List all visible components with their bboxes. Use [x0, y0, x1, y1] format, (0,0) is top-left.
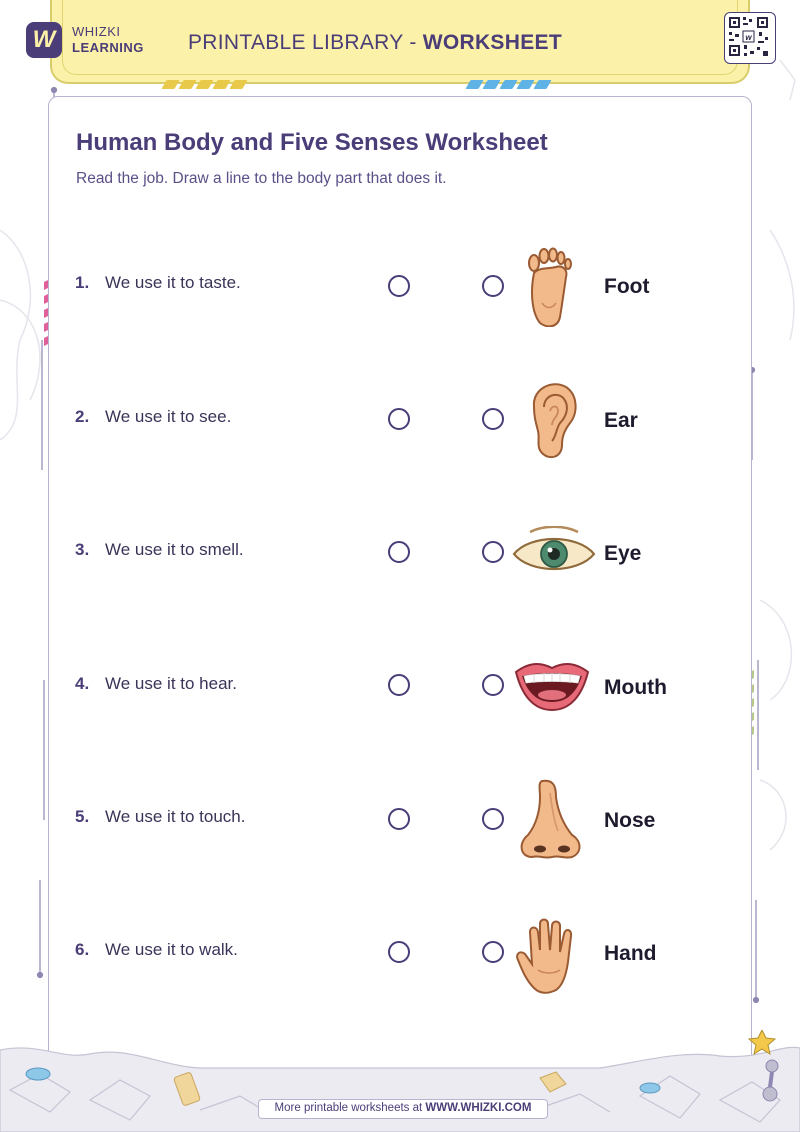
stripe — [516, 80, 534, 89]
left-match-dot[interactable] — [388, 674, 410, 696]
row-number: 5. — [75, 807, 90, 826]
matching-row-6 — [0, 940, 800, 1030]
right-match-dot[interactable] — [482, 408, 504, 430]
right-match-dot[interactable] — [482, 674, 504, 696]
eye-icon — [512, 526, 596, 576]
job-text: We use it to taste. — [105, 273, 241, 292]
qr-code-graphic — [725, 13, 772, 60]
job-text: We use it to see. — [105, 407, 232, 426]
row-number: 4. — [75, 674, 90, 693]
stripe — [533, 80, 551, 89]
part-label: Mouth — [604, 676, 667, 699]
row-number: 3. — [75, 540, 90, 559]
part-label: Ear — [604, 409, 638, 432]
job-text: We use it to hear. — [105, 674, 237, 693]
footer-site[interactable]: WWW.WHIZKI.COM — [425, 1102, 532, 1114]
job-text: We use it to smell. — [105, 540, 244, 559]
whizki-logo-icon: W — [26, 22, 62, 58]
stripe — [161, 80, 179, 89]
foot-icon — [512, 243, 582, 327]
right-match-dot[interactable] — [482, 941, 504, 963]
left-match-dot[interactable] — [388, 541, 410, 563]
stripe — [465, 80, 483, 89]
brand-top: WHIZKI — [72, 24, 121, 39]
row-number: 2. — [75, 407, 90, 426]
left-match-dot[interactable] — [388, 808, 410, 830]
footer-prefix: More printable worksheets at — [274, 1102, 426, 1114]
right-match-dot[interactable] — [482, 541, 504, 563]
qr-code-icon[interactable] — [724, 12, 776, 64]
stripe — [482, 80, 500, 89]
row-number: 6. — [75, 940, 90, 959]
ear-icon — [512, 377, 582, 461]
row-number: 1. — [75, 273, 90, 292]
brand-bottom: LEARNING — [72, 40, 144, 55]
nose-icon — [512, 777, 588, 861]
job-text: We use it to walk. — [105, 940, 238, 959]
part-label: Eye — [604, 542, 642, 565]
header-title-prefix: PRINTABLE LIBRARY - — [188, 31, 423, 54]
brand-name — [72, 24, 144, 56]
hand-icon — [512, 910, 588, 994]
stripe — [229, 80, 247, 89]
left-match-dot[interactable] — [388, 275, 410, 297]
right-match-dot[interactable] — [482, 275, 504, 297]
worksheet-instructions: Read the job. Draw a line to the body part that does it. — [76, 170, 447, 187]
matching-row-5 — [0, 807, 800, 897]
stripe — [195, 80, 213, 89]
matching-row-3 — [0, 540, 800, 630]
right-match-dot[interactable] — [482, 808, 504, 830]
part-label: Foot — [604, 275, 650, 298]
header-title-bold: WORKSHEET — [422, 31, 562, 54]
job-text: We use it to touch. — [105, 807, 246, 826]
footer-link[interactable] — [258, 1099, 548, 1119]
left-match-dot[interactable] — [388, 408, 410, 430]
header-title — [188, 31, 562, 55]
matching-row-1 — [0, 273, 800, 363]
part-label: Hand — [604, 942, 657, 965]
matching-row-2 — [0, 407, 800, 497]
stripe — [212, 80, 230, 89]
stripe — [178, 80, 196, 89]
matching-row-4 — [0, 674, 800, 764]
stripe — [499, 80, 517, 89]
mouth-icon — [512, 658, 592, 714]
header-stripes-yellow — [164, 80, 245, 90]
header-stripes-blue — [468, 80, 549, 90]
left-match-dot[interactable] — [388, 941, 410, 963]
svg-text:w: w — [745, 33, 752, 42]
worksheet-title: Human Body and Five Senses Worksheet — [76, 129, 548, 156]
part-label: Nose — [604, 809, 656, 832]
